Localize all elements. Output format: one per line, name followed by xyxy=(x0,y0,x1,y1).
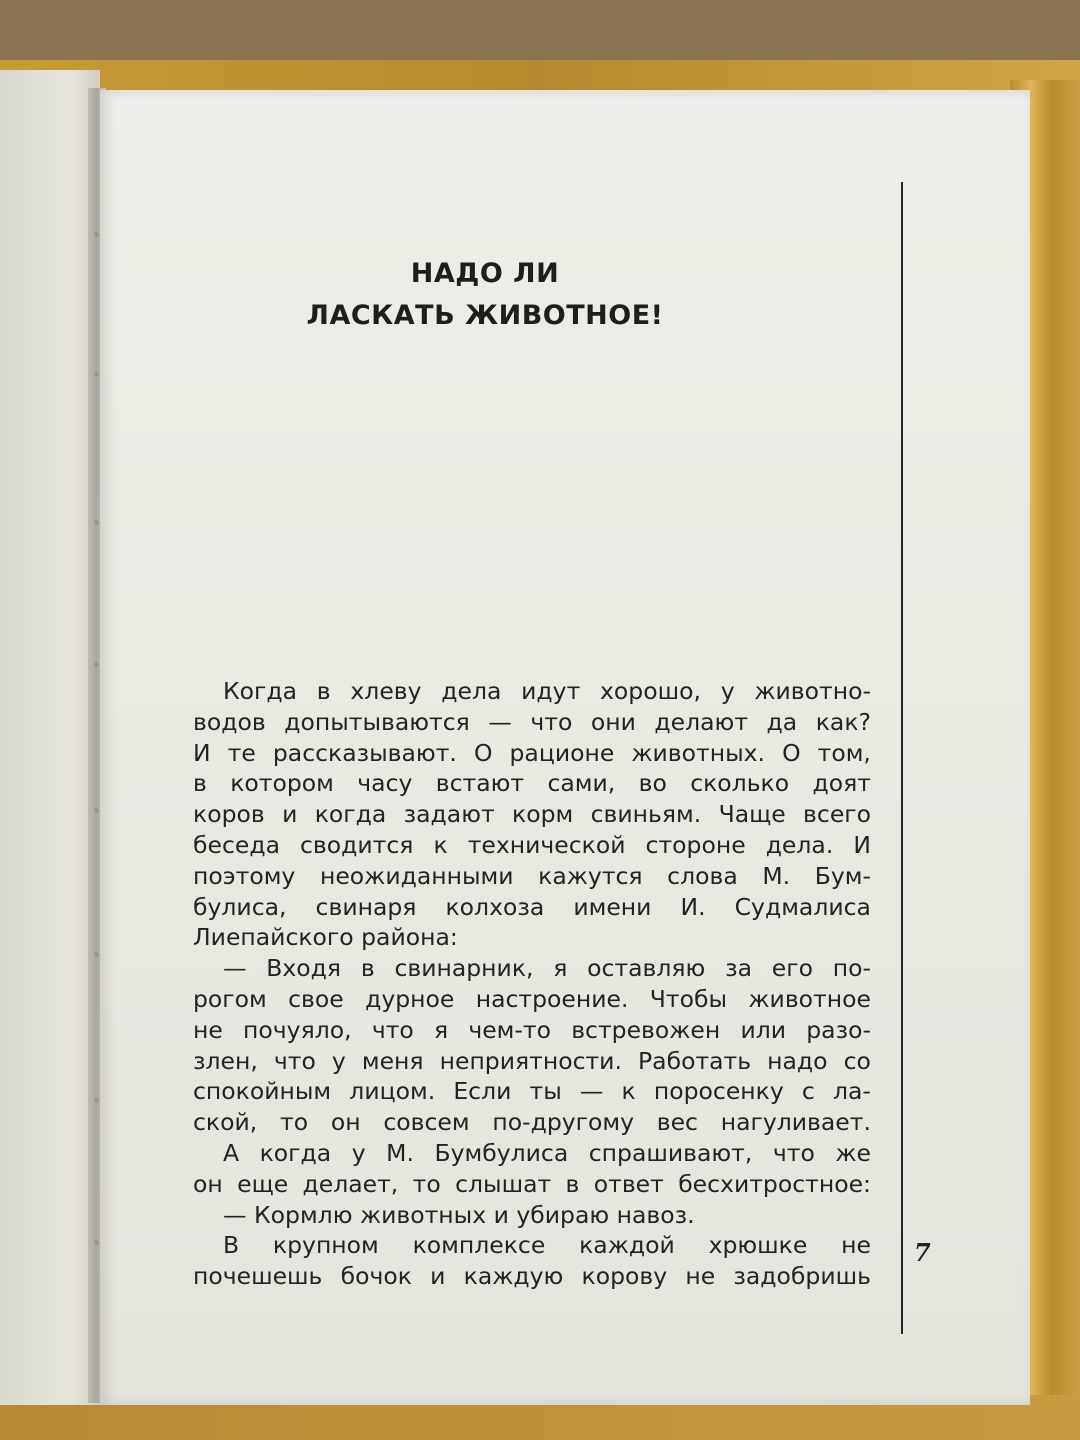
chapter-title xyxy=(275,253,695,337)
page-number: 7 xyxy=(914,1238,931,1267)
body-line: булиса, свинаря колхоза имени И. Судмалиса xyxy=(193,892,871,921)
stitch-mark xyxy=(94,662,99,667)
body-line: И те рассказывают. О рационе животных. О том, xyxy=(193,738,871,767)
body-line: В крупном комплексе каждой хрюшке не xyxy=(223,1231,871,1260)
body-line: поэтому неожиданными кажутся слова М. Бум- xyxy=(193,861,871,890)
body-line: — Кормлю животных и убираю навоз. xyxy=(223,1200,695,1229)
stitch-mark xyxy=(94,952,99,957)
body-line: — Входя в свинарник, я оставляю за его по- xyxy=(223,954,871,983)
stitch-mark xyxy=(94,520,99,525)
stitch-mark xyxy=(94,808,99,813)
book-page xyxy=(100,90,1030,1405)
body-line: злен, что у меня неприятности. Работать надо со xyxy=(193,1046,871,1075)
body-line: рогом свое дурное настроение. Чтобы животное xyxy=(193,984,871,1013)
body-line: не почуяло, что я чем-то встревожен или разо- xyxy=(193,1015,871,1044)
body-line: спокойным лицом. Если ты — к поросенку с ла- xyxy=(193,1077,871,1106)
stitch-mark xyxy=(94,372,99,377)
body-line: водов допытываются — что они делают да как? xyxy=(193,707,871,736)
facing-page xyxy=(0,70,100,1405)
body-line: в котором часу встают сами, во сколько доят xyxy=(193,769,871,798)
body-line: ской, то он совсем по-другому вес нагуливает. xyxy=(193,1108,871,1137)
body-line: коров и когда задают корм свиньям. Чаще всего xyxy=(193,800,871,829)
body-line: Лиепайского района: xyxy=(193,923,458,952)
body-text xyxy=(193,676,973,1292)
chapter-title-line-1: НАДО ЛИ xyxy=(410,258,560,289)
body-line: беседа сводится к технической стороне дела. И xyxy=(193,830,871,859)
body-line: Когда в хлеву дела идут хорошо, у животно- xyxy=(223,677,871,705)
body-line: почешешь бочок и каждую корову не задобришь xyxy=(193,1262,871,1291)
chapter-title-line-2: ЛАСКАТЬ ЖИВОТНОЕ! xyxy=(306,300,664,331)
stitch-mark xyxy=(94,232,99,237)
stitch-mark xyxy=(94,1240,99,1245)
body-line: он еще делает, то слышат в ответ бесхитростное: xyxy=(193,1169,871,1198)
stitch-mark xyxy=(94,1098,99,1103)
body-line: А когда у М. Бумбулиса спрашивают, что же xyxy=(223,1138,871,1167)
